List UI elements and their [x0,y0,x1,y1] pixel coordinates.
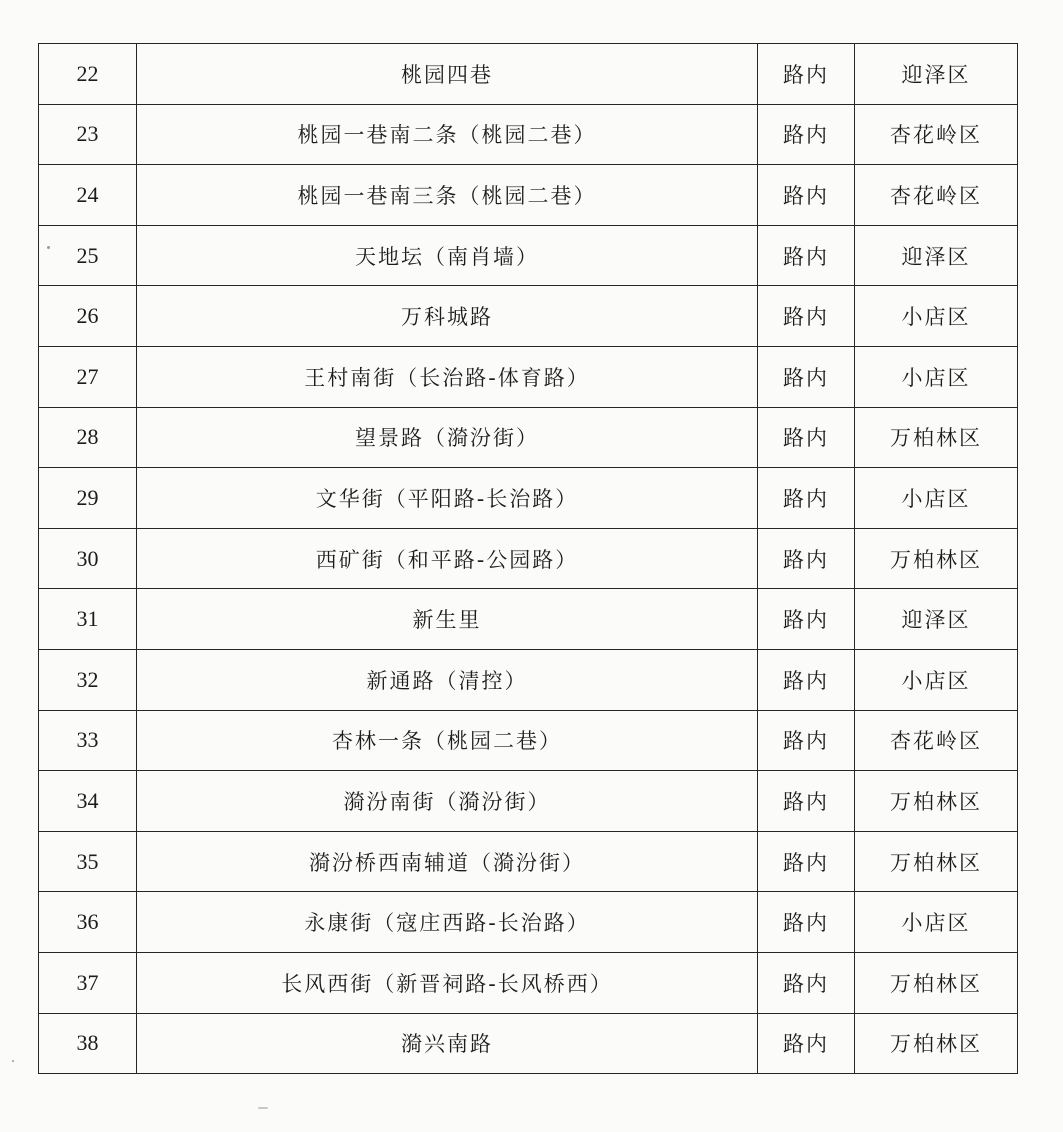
table-row [39,892,1018,953]
district-cell: 小店区 [855,286,1018,347]
table-row [39,1013,1018,1074]
parking-type-cell: 路内 [758,831,855,892]
table-row [39,710,1018,771]
district-cell: 小店区 [855,649,1018,710]
district-cell: 万柏林区 [855,831,1018,892]
scan-speck [258,1107,268,1109]
road-name-cell: 望景路（漪汾街） [137,407,758,468]
table-row [39,589,1018,650]
road-name-cell: 永康街（寇庄西路-长治路） [137,892,758,953]
district-cell: 杏花岭区 [855,104,1018,165]
district-cell: 小店区 [855,346,1018,407]
road-name-cell: 西矿街（和平路-公园路） [137,528,758,589]
row-number-cell: 32 [39,649,137,710]
row-number-cell: 29 [39,468,137,529]
parking-type-cell: 路内 [758,346,855,407]
district-cell: 迎泽区 [855,225,1018,286]
table-row [39,104,1018,165]
table-row [39,165,1018,226]
parking-type-cell: 路内 [758,104,855,165]
row-number-cell: 37 [39,952,137,1013]
parking-type-cell: 路内 [758,771,855,832]
table-row [39,225,1018,286]
row-number-cell: 26 [39,286,137,347]
road-name-cell: 桃园一巷南三条（桃园二巷） [137,165,758,226]
parking-road-list-page [38,43,1017,1074]
row-number-cell: 22 [39,44,137,105]
road-name-cell: 漪兴南路 [137,1013,758,1074]
road-name-cell: 杏林一条（桃园二巷） [137,710,758,771]
scan-speck [47,246,50,249]
parking-type-cell: 路内 [758,649,855,710]
parking-type-cell: 路内 [758,528,855,589]
table-row [39,407,1018,468]
district-cell: 小店区 [855,468,1018,529]
row-number-cell: 36 [39,892,137,953]
road-name-cell: 桃园一巷南二条（桃园二巷） [137,104,758,165]
road-name-cell: 桃园四巷 [137,44,758,105]
district-cell: 小店区 [855,892,1018,953]
row-number-cell: 23 [39,104,137,165]
row-number-cell: 35 [39,831,137,892]
district-cell: 迎泽区 [855,589,1018,650]
parking-type-cell: 路内 [758,407,855,468]
table-row [39,649,1018,710]
road-name-cell: 文华街（平阳路-长治路） [137,468,758,529]
road-name-cell: 万科城路 [137,286,758,347]
table-row [39,286,1018,347]
road-name-cell: 天地坛（南肖墙） [137,225,758,286]
parking-type-cell: 路内 [758,468,855,529]
parking-type-cell: 路内 [758,710,855,771]
road-name-cell: 长风西街（新晋祠路-长风桥西） [137,952,758,1013]
parking-type-cell: 路内 [758,589,855,650]
table-row [39,346,1018,407]
table-row [39,831,1018,892]
row-number-cell: 38 [39,1013,137,1074]
district-cell: 万柏林区 [855,407,1018,468]
parking-type-cell: 路内 [758,952,855,1013]
table-row [39,44,1018,105]
parking-type-cell: 路内 [758,44,855,105]
row-number-cell: 28 [39,407,137,468]
parking-type-cell: 路内 [758,225,855,286]
district-cell: 迎泽区 [855,44,1018,105]
scan-speck [12,1060,14,1062]
road-name-cell: 新生里 [137,589,758,650]
district-cell: 万柏林区 [855,952,1018,1013]
road-parking-table [38,43,1018,1074]
parking-type-cell: 路内 [758,892,855,953]
row-number-cell: 34 [39,771,137,832]
parking-type-cell: 路内 [758,1013,855,1074]
district-cell: 杏花岭区 [855,165,1018,226]
table-row [39,528,1018,589]
row-number-cell: 24 [39,165,137,226]
road-name-cell: 漪汾南街（漪汾街） [137,771,758,832]
row-number-cell: 33 [39,710,137,771]
district-cell: 万柏林区 [855,771,1018,832]
district-cell: 万柏林区 [855,1013,1018,1074]
district-cell: 杏花岭区 [855,710,1018,771]
table-row [39,468,1018,529]
parking-type-cell: 路内 [758,165,855,226]
table-row [39,771,1018,832]
table-row [39,952,1018,1013]
road-name-cell: 王村南街（长治路-体育路） [137,346,758,407]
parking-type-cell: 路内 [758,286,855,347]
district-cell: 万柏林区 [855,528,1018,589]
road-name-cell: 新通路（清控） [137,649,758,710]
row-number-cell: 30 [39,528,137,589]
row-number-cell: 31 [39,589,137,650]
row-number-cell: 27 [39,346,137,407]
table-body [39,44,1018,1074]
road-name-cell: 漪汾桥西南辅道（漪汾街） [137,831,758,892]
row-number-cell: 25 [39,225,137,286]
